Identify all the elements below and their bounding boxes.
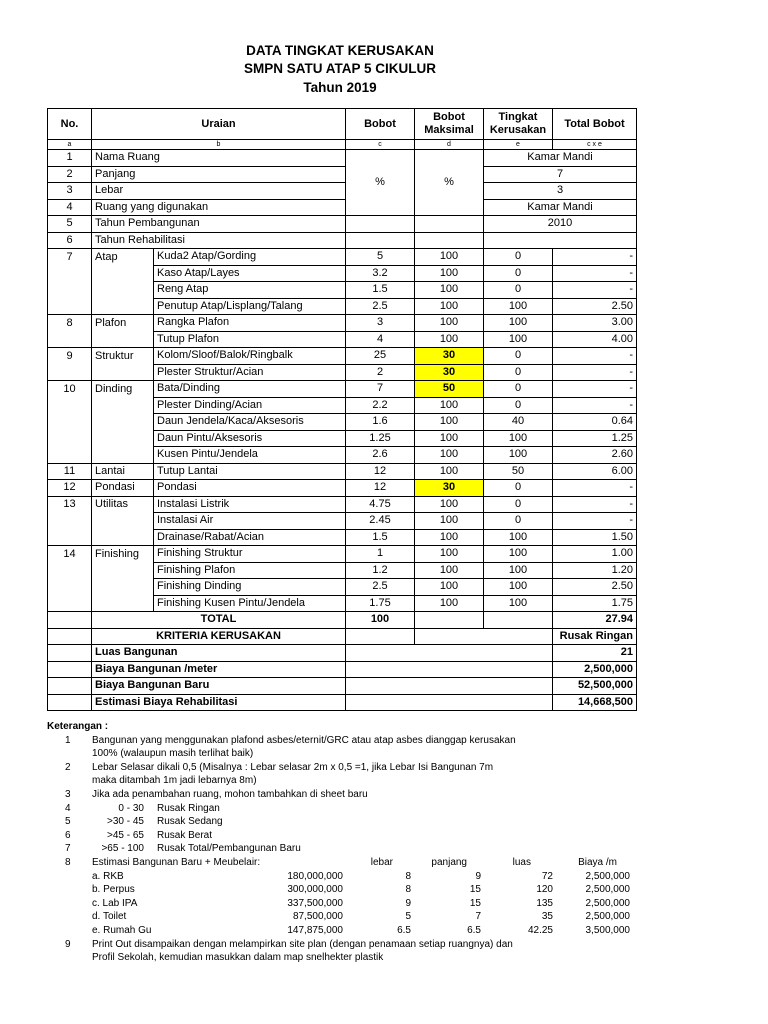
estimate-luas: 42.25 bbox=[527, 924, 553, 936]
scale-range: >65 - 100 bbox=[101, 843, 144, 855]
unit-percent: % bbox=[346, 150, 415, 216]
estimate-lebar: 6.5 bbox=[397, 924, 411, 936]
row-bobot: 3.2 bbox=[346, 265, 415, 282]
biaya-meter-value: 2,500,000 bbox=[553, 661, 637, 678]
row-tingkat: 100 bbox=[484, 595, 553, 612]
row-category: Finishing bbox=[92, 546, 154, 563]
estimate-panjang: 7 bbox=[475, 911, 481, 923]
row-category bbox=[92, 298, 154, 315]
row-bobot: 25 bbox=[346, 348, 415, 365]
table-row bbox=[48, 529, 637, 546]
row-category bbox=[92, 529, 154, 546]
note-text: Jika ada penambahan ruang, mohon tambahkan di sheet baru bbox=[92, 788, 368, 800]
info-row: 5 Tahun Pembangunan 2010 bbox=[48, 216, 637, 233]
row-tingkat: 100 bbox=[484, 298, 553, 315]
estimate-biaya: 2,500,000 bbox=[585, 911, 630, 923]
estimate-lebar: 8 bbox=[405, 870, 411, 882]
row-bobot-maksimal: 100 bbox=[415, 249, 484, 266]
row-bobot-maksimal: 100 bbox=[415, 298, 484, 315]
row-number: 14 bbox=[48, 546, 92, 563]
row-number bbox=[48, 579, 92, 596]
row-total: 0.64 bbox=[553, 414, 637, 431]
table-row bbox=[48, 315, 637, 332]
summary-row bbox=[48, 645, 637, 662]
header-tingkat-kerusakan: Tingkat Kerusakan bbox=[484, 109, 553, 140]
row-bobot-maksimal: 100 bbox=[415, 331, 484, 348]
row-bobot: 1.5 bbox=[346, 282, 415, 299]
row-total: - bbox=[553, 265, 637, 282]
row-item: Reng Atap bbox=[154, 282, 346, 299]
row-category: Struktur bbox=[92, 348, 154, 365]
table-row bbox=[48, 496, 637, 513]
row-tingkat: 100 bbox=[484, 315, 553, 332]
header-bobot: Bobot bbox=[346, 109, 415, 140]
row-bobot: 2.45 bbox=[346, 513, 415, 530]
notes-heading: Keterangan : bbox=[47, 721, 109, 732]
row-bobot: 2 bbox=[346, 364, 415, 381]
luas-label: Luas Bangunan bbox=[92, 645, 346, 662]
estimate-row bbox=[47, 924, 647, 938]
row-total: 2.60 bbox=[553, 447, 637, 464]
row-category: Dinding bbox=[92, 381, 154, 398]
table-row bbox=[48, 463, 637, 480]
row-bobot-maksimal: 100 bbox=[415, 562, 484, 579]
row-tingkat: 40 bbox=[484, 414, 553, 431]
row-item: Bata/Dinding bbox=[154, 381, 346, 398]
row-bobot-maksimal: 30 bbox=[415, 480, 484, 497]
estimate-name: b. Perpus bbox=[92, 884, 135, 896]
table-row bbox=[48, 513, 637, 530]
row-bobot-maksimal: 100 bbox=[415, 447, 484, 464]
row-category bbox=[92, 430, 154, 447]
table-row bbox=[48, 348, 637, 365]
row-bobot-maksimal: 30 bbox=[415, 348, 484, 365]
estimate-name: e. Rumah Gu bbox=[92, 924, 152, 936]
header-bobot-maksimal: Bobot Maksimal bbox=[415, 109, 484, 140]
table-row bbox=[48, 579, 637, 596]
row-bobot: 1.25 bbox=[346, 430, 415, 447]
row-item: Tutup Lantai bbox=[154, 463, 346, 480]
info-label: Ruang yang digunakan bbox=[92, 199, 346, 216]
est-header-biaya: Biaya /m bbox=[578, 856, 617, 868]
estimate-row bbox=[47, 897, 647, 911]
row-bobot-maksimal: 100 bbox=[415, 397, 484, 414]
row-item: Instalasi Listrik bbox=[154, 496, 346, 513]
sub-a: a bbox=[48, 140, 92, 150]
school-name: SMPN SATU ATAP 5 CIKULUR bbox=[243, 61, 436, 76]
note-text: Print Out disampaikan dengan melampirkan site plan (dengan penamaan setiap ruangnya) dan bbox=[92, 938, 513, 950]
info-value: 2010 bbox=[484, 216, 637, 233]
estimate-name: d. Toilet bbox=[92, 911, 127, 923]
kriteria-row bbox=[48, 628, 637, 645]
scale-label: Rusak Ringan bbox=[157, 802, 220, 814]
row-bobot: 2.6 bbox=[346, 447, 415, 464]
info-row: 6 Tahun Rehabilitasi bbox=[48, 232, 637, 249]
row-tingkat: 100 bbox=[484, 331, 553, 348]
row-total: - bbox=[553, 480, 637, 497]
row-item: Rangka Plafon bbox=[154, 315, 346, 332]
row-total: - bbox=[553, 282, 637, 299]
estimate-row bbox=[47, 870, 647, 884]
row-category bbox=[92, 447, 154, 464]
info-value: Kamar Mandi bbox=[484, 150, 637, 167]
info-value: 7 bbox=[484, 166, 637, 183]
scale-row: 4 0 - 30 Rusak Ringan bbox=[65, 802, 220, 814]
header-no: No. bbox=[48, 109, 92, 140]
damage-table bbox=[47, 108, 637, 711]
estimasi-label: Estimasi Biaya Rehabilitasi bbox=[92, 694, 346, 711]
row-item: Kuda2 Atap/Gording bbox=[154, 249, 346, 266]
row-total: - bbox=[553, 513, 637, 530]
estimate-panjang: 6.5 bbox=[467, 924, 481, 936]
row-bobot-maksimal: 30 bbox=[415, 364, 484, 381]
estimate-panjang: 15 bbox=[469, 884, 481, 896]
estimate-biaya: 2,500,000 bbox=[585, 870, 630, 882]
row-tingkat: 0 bbox=[484, 381, 553, 398]
row-bobot-maksimal: 100 bbox=[415, 282, 484, 299]
table-row bbox=[48, 331, 637, 348]
row-bobot: 4 bbox=[346, 331, 415, 348]
est-header-luas: luas bbox=[512, 856, 531, 868]
table-row bbox=[48, 265, 637, 282]
table-row bbox=[48, 480, 637, 497]
row-number bbox=[48, 397, 92, 414]
header-uraian: Uraian bbox=[92, 109, 346, 140]
row-number: 13 bbox=[48, 496, 92, 513]
scale-row: 5 >30 - 45 Rusak Sedang bbox=[65, 816, 223, 828]
row-item: Finishing Kusen Pintu/Jendela bbox=[154, 595, 346, 612]
table-row bbox=[48, 595, 637, 612]
estimate-cost: 300,000,000 bbox=[287, 884, 343, 896]
table-header bbox=[48, 109, 637, 140]
info-label: Tahun Pembangunan bbox=[92, 216, 346, 233]
sub-b: b bbox=[92, 140, 346, 150]
estimasi-value: 14,668,500 bbox=[553, 694, 637, 711]
row-bobot: 5 bbox=[346, 249, 415, 266]
scale-label: Rusak Sedang bbox=[157, 816, 223, 828]
scale-row: 6 >45 - 65 Rusak Berat bbox=[65, 829, 213, 841]
sub-d: d bbox=[415, 140, 484, 150]
total-label: TOTAL bbox=[92, 612, 346, 629]
row-number bbox=[48, 282, 92, 299]
estimate-luas: 35 bbox=[541, 911, 553, 923]
estimate-cost: 147,875,000 bbox=[287, 924, 343, 936]
row-tingkat: 0 bbox=[484, 249, 553, 266]
row-category bbox=[92, 595, 154, 612]
row-total: 1.75 bbox=[553, 595, 637, 612]
table-row bbox=[48, 546, 637, 563]
estimate-panjang: 15 bbox=[469, 897, 481, 909]
summary-row bbox=[48, 678, 637, 695]
note-text: maka ditambah 1m jadi lebarnya 8m) bbox=[92, 775, 257, 787]
row-bobot-maksimal: 100 bbox=[415, 513, 484, 530]
row-bobot: 12 bbox=[346, 480, 415, 497]
est-header-panjang: panjang bbox=[431, 856, 467, 868]
row-number bbox=[48, 414, 92, 431]
sub-c: c bbox=[346, 140, 415, 150]
row-bobot: 2.2 bbox=[346, 397, 415, 414]
note-text: 100% (walaupun masih terlihat baik) bbox=[92, 748, 254, 760]
estimate-name: a. RKB bbox=[92, 870, 124, 882]
table-row bbox=[48, 364, 637, 381]
note-text: Profil Sekolah, kemudian masukkan dalam map snelhekter plastik bbox=[92, 952, 384, 964]
sub-ce: c x e bbox=[553, 140, 637, 150]
row-total: 3.00 bbox=[553, 315, 637, 332]
estimate-row bbox=[47, 883, 647, 897]
row-bobot-maksimal: 100 bbox=[415, 496, 484, 513]
row-category bbox=[92, 364, 154, 381]
table-row bbox=[48, 447, 637, 464]
row-category: Atap bbox=[92, 249, 154, 266]
row-number bbox=[48, 265, 92, 282]
row-category bbox=[92, 414, 154, 431]
row-category: Utilitas bbox=[92, 496, 154, 513]
estimate-biaya: 2,500,000 bbox=[585, 897, 630, 909]
row-tingkat: 100 bbox=[484, 529, 553, 546]
table-row bbox=[48, 397, 637, 414]
row-number bbox=[48, 364, 92, 381]
row-number bbox=[48, 331, 92, 348]
row-item: Drainase/Rabat/Acian bbox=[154, 529, 346, 546]
kriteria-value: Rusak Ringan bbox=[553, 628, 637, 645]
row-category bbox=[92, 397, 154, 414]
estimate-cost: 180,000,000 bbox=[287, 870, 343, 882]
summary-row bbox=[48, 661, 637, 678]
table-row bbox=[48, 414, 637, 431]
row-item: Tutup Plafon bbox=[154, 331, 346, 348]
row-category: Lantai bbox=[92, 463, 154, 480]
info-value: 3 bbox=[484, 183, 637, 200]
row-bobot: 12 bbox=[346, 463, 415, 480]
row-category: Pondasi bbox=[92, 480, 154, 497]
total-value: 27.94 bbox=[553, 612, 637, 629]
document-title: DATA TINGKAT KERUSAKAN bbox=[246, 43, 434, 58]
row-category bbox=[92, 265, 154, 282]
row-number: 11 bbox=[48, 463, 92, 480]
row-total: - bbox=[553, 381, 637, 398]
row-item: Daun Pintu/Aksesoris bbox=[154, 430, 346, 447]
row-bobot: 3 bbox=[346, 315, 415, 332]
row-bobot-maksimal: 100 bbox=[415, 430, 484, 447]
row-total: 6.00 bbox=[553, 463, 637, 480]
row-bobot-maksimal: 100 bbox=[415, 265, 484, 282]
row-bobot: 4.75 bbox=[346, 496, 415, 513]
table-row bbox=[48, 249, 637, 266]
table-row bbox=[48, 282, 637, 299]
unit-percent: % bbox=[415, 150, 484, 216]
estimate-luas: 135 bbox=[536, 897, 553, 909]
row-total: 1.50 bbox=[553, 529, 637, 546]
row-bobot-maksimal: 100 bbox=[415, 546, 484, 563]
row-total: 1.00 bbox=[553, 546, 637, 563]
info-row: 3 Lebar 3 bbox=[48, 183, 637, 200]
row-total: - bbox=[553, 364, 637, 381]
total-row bbox=[48, 612, 637, 629]
estimate-lebar: 5 bbox=[405, 911, 411, 923]
row-item: Plester Dinding/Acian bbox=[154, 397, 346, 414]
row-tingkat: 50 bbox=[484, 463, 553, 480]
row-category bbox=[92, 331, 154, 348]
estimate-luas: 72 bbox=[541, 870, 553, 882]
row-item: Kaso Atap/Layes bbox=[154, 265, 346, 282]
biaya-baru-value: 52,500,000 bbox=[553, 678, 637, 695]
row-bobot-maksimal: 100 bbox=[415, 579, 484, 596]
info-row: 1 Nama Ruang % % Kamar Mandi bbox=[48, 150, 637, 167]
scale-range: 0 - 30 bbox=[118, 802, 144, 814]
row-number bbox=[48, 298, 92, 315]
row-total: - bbox=[553, 496, 637, 513]
notes-section: Keterangan : 1 Bangunan yang menggunakan plafond asbes/eternit/GRC atau atap asbes dianggap kerusakan 100% (walaupun masih terlihat baik) 2 Lebar Selasar dikali 0,5 (Misalnya : Lebar selasar 2m x 0,5 =1, jika Lebar Isi Bangunan 7m maka ditambah 1m jadi lebarnya 8m) 3 Jika ada penambahan ruang, mohon tambahkan di sheet baru 4 0 - 30 Rusak Ringan 5 >30 - 45 Rusak Sedang 6 >45 - 65 Rusak Berat 7 >65 - 100 Rusak Total/Pembangunan Baru 8 Estimasi Bangunan Baru + Meubelair: lebar panjang luas Biaya /m a. RKB 180,000,000 8 9 72 2,500,000 b. Perpus 300,000,000 8 15 120 2,500,000 c. Lab IPA 337,500,000 9 15 135 2,500,000 d. Toilet 87,500,000 5 7 35 2,500,000 e. Rumah Gu 147,875,000 6.5 6.5 42.25 3,500,000 9 Print Out disampaikan dengan melampirkan site plan (dengan penamaan setiap ruangnya) dan Profil Sekolah, kemudian masukkan dalam map snelhekter plastik bbox=[47, 720, 647, 965]
row-tingkat: 0 bbox=[484, 480, 553, 497]
row-total: - bbox=[553, 397, 637, 414]
row-category bbox=[92, 513, 154, 530]
row-bobot: 2.5 bbox=[346, 298, 415, 315]
scale-range: >45 - 65 bbox=[107, 829, 144, 841]
row-bobot: 1.6 bbox=[346, 414, 415, 431]
row-number: 9 bbox=[48, 348, 92, 365]
row-tingkat: 100 bbox=[484, 579, 553, 596]
summary-row bbox=[48, 694, 637, 711]
row-tingkat: 0 bbox=[484, 282, 553, 299]
header-total-bobot: Total Bobot bbox=[553, 109, 637, 140]
row-number: 10 bbox=[48, 381, 92, 398]
note-text: Bangunan yang menggunakan plafond asbes/eternit/GRC atau atap asbes dianggap kerusakan bbox=[92, 734, 516, 746]
note-text: Estimasi Bangunan Baru + Meubelair: bbox=[92, 856, 261, 868]
row-tingkat: 100 bbox=[484, 562, 553, 579]
row-tingkat: 0 bbox=[484, 265, 553, 282]
note-text: Lebar Selasar dikali 0,5 (Misalnya : Lebar selasar 2m x 0,5 =1, jika Lebar Isi Bangunan 7m bbox=[92, 761, 494, 773]
info-row: 4 Ruang yang digunakan Kamar Mandi bbox=[48, 199, 637, 216]
row-total: 2.50 bbox=[553, 579, 637, 596]
row-total: - bbox=[553, 348, 637, 365]
estimate-row bbox=[47, 910, 647, 924]
info-value: Kamar Mandi bbox=[484, 199, 637, 216]
row-item: Plester Struktur/Acian bbox=[154, 364, 346, 381]
row-tingkat: 0 bbox=[484, 348, 553, 365]
table-row bbox=[48, 298, 637, 315]
row-bobot: 1.5 bbox=[346, 529, 415, 546]
estimate-biaya: 3,500,000 bbox=[585, 924, 630, 936]
row-bobot-maksimal: 100 bbox=[415, 463, 484, 480]
info-label: Lebar bbox=[92, 183, 346, 200]
row-category bbox=[92, 282, 154, 299]
row-item: Pondasi bbox=[154, 480, 346, 497]
row-item: Finishing Struktur bbox=[154, 546, 346, 563]
est-header-lebar: lebar bbox=[370, 856, 393, 868]
row-tingkat: 100 bbox=[484, 447, 553, 464]
row-number bbox=[48, 529, 92, 546]
kriteria-label: KRITERIA KERUSAKAN bbox=[92, 628, 346, 645]
row-number bbox=[48, 595, 92, 612]
estimate-biaya: 2,500,000 bbox=[585, 884, 630, 896]
row-number bbox=[48, 430, 92, 447]
row-item: Kusen Pintu/Jendela bbox=[154, 447, 346, 464]
row-number: 12 bbox=[48, 480, 92, 497]
info-label: Panjang bbox=[92, 166, 346, 183]
estimate-luas: 120 bbox=[536, 884, 553, 896]
row-item: Instalasi Air bbox=[154, 513, 346, 530]
row-item: Penutup Atap/Lisplang/Talang bbox=[154, 298, 346, 315]
estimate-name: c. Lab IPA bbox=[92, 897, 138, 909]
row-tingkat: 0 bbox=[484, 496, 553, 513]
table-row bbox=[48, 381, 637, 398]
info-label: Tahun Rehabilitasi bbox=[92, 232, 346, 249]
row-number bbox=[48, 513, 92, 530]
document-year: Tahun 2019 bbox=[303, 80, 377, 95]
row-category bbox=[92, 562, 154, 579]
row-tingkat: 0 bbox=[484, 513, 553, 530]
row-total: 1.25 bbox=[553, 430, 637, 447]
row-bobot-maksimal: 50 bbox=[415, 381, 484, 398]
row-total: - bbox=[553, 249, 637, 266]
row-item: Finishing Plafon bbox=[154, 562, 346, 579]
row-number: 8 bbox=[48, 315, 92, 332]
row-number bbox=[48, 562, 92, 579]
luas-value: 21 bbox=[553, 645, 637, 662]
row-item: Daun Jendela/Kaca/Aksesoris bbox=[154, 414, 346, 431]
biaya-meter-label: Biaya Bangunan /meter bbox=[92, 661, 346, 678]
row-tingkat: 0 bbox=[484, 364, 553, 381]
row-tingkat: 100 bbox=[484, 430, 553, 447]
scale-range: >30 - 45 bbox=[107, 816, 144, 828]
table-row bbox=[48, 562, 637, 579]
row-total: 2.50 bbox=[553, 298, 637, 315]
estimate-lebar: 9 bbox=[405, 897, 411, 909]
info-row: 2 Panjang 7 bbox=[48, 166, 637, 183]
table-row bbox=[48, 430, 637, 447]
row-bobot-maksimal: 100 bbox=[415, 414, 484, 431]
row-bobot: 1 bbox=[346, 546, 415, 563]
scale-label: Rusak Berat bbox=[157, 829, 213, 841]
biaya-baru-label: Biaya Bangunan Baru bbox=[92, 678, 346, 695]
row-bobot: 1.75 bbox=[346, 595, 415, 612]
sub-e: e bbox=[484, 140, 553, 150]
estimate-panjang: 9 bbox=[475, 870, 481, 882]
row-bobot: 1.2 bbox=[346, 562, 415, 579]
estimate-cost: 87,500,000 bbox=[292, 911, 343, 923]
row-number bbox=[48, 447, 92, 464]
info-label: Nama Ruang bbox=[92, 150, 346, 167]
table-subheader bbox=[48, 140, 637, 150]
row-bobot-maksimal: 100 bbox=[415, 595, 484, 612]
row-category bbox=[92, 579, 154, 596]
row-tingkat: 100 bbox=[484, 546, 553, 563]
total-bobot: 100 bbox=[346, 612, 415, 629]
row-bobot: 2.5 bbox=[346, 579, 415, 596]
scale-label: Rusak Total/Pembangunan Baru bbox=[157, 843, 301, 855]
row-bobot-maksimal: 100 bbox=[415, 315, 484, 332]
row-bobot-maksimal: 100 bbox=[415, 529, 484, 546]
row-item: Finishing Dinding bbox=[154, 579, 346, 596]
row-tingkat: 0 bbox=[484, 397, 553, 414]
row-bobot: 7 bbox=[346, 381, 415, 398]
scale-row: 7 >65 - 100 Rusak Total/Pembangunan Baru bbox=[65, 843, 301, 855]
row-total: 4.00 bbox=[553, 331, 637, 348]
estimate-lebar: 8 bbox=[405, 884, 411, 896]
row-item: Kolom/Sloof/Balok/Ringbalk bbox=[154, 348, 346, 365]
row-number: 7 bbox=[48, 249, 92, 266]
row-total: 1.20 bbox=[553, 562, 637, 579]
row-category: Plafon bbox=[92, 315, 154, 332]
estimate-cost: 337,500,000 bbox=[287, 897, 343, 909]
